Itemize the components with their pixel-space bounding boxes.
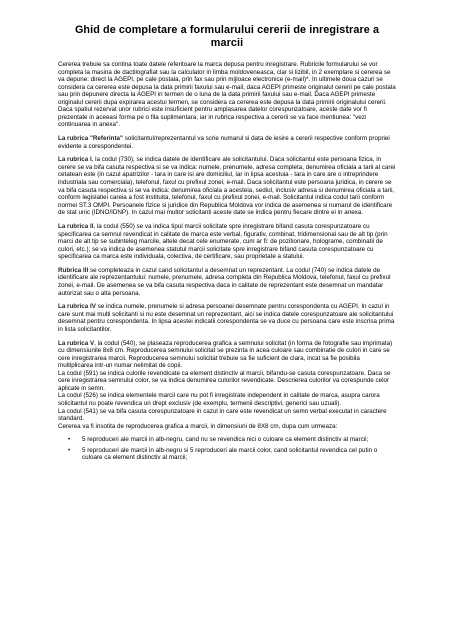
section-heading: La rubrica II: [58, 222, 94, 230]
section-rubrica-3: [58, 267, 396, 297]
reproduction-text: Cererea va fi insotita de reproducerea grafica a marcii, in dimensiuni de 8X8 cm, dupa cum urmeaza:: [58, 422, 338, 430]
section-referinta: [58, 135, 396, 150]
section-rubrica-4: [58, 303, 396, 333]
intro-text-continued: Daca spatiul rezervat unor rubrici este insuficient pentru amplasarea datelor corespunzatoare, aceste date vor fi prezentate in aceeasi forma pe o fila suplimentara, iar in rubrica respectiva a cererii se va face mentiunea: "vezi continuarea in anexa".: [58, 106, 367, 129]
reproduction-list: [58, 436, 396, 462]
section-text: , la codul (730), se indica datele de identificare ale solicitantului. Daca solicitantul este persoana fizica, in cerere se va bifa casuta respectiva si se va indica: numele, prenumele, adresa completa, denumirea oficiala a tarii al carei cetatean este (in cazul apatrizilor - tara in care isi are domiciliul, iar in lipsa acestuia - tara in care are o intreprindere industriala sau comerciala), telefonul, faxul cu prefixul zonei, e-mail. Daca solicitantul este persoana juridica, in cerere se va bifa casuta respectiva si se va indica: denumirea oficiala a acesteia, sediul, inclusiv adresa si denumirea oficiala a tarii, conform legislatiei careia a fost instituita, telefonul, faxul cu prefixul zonei, e-mail. Solicitantul indica codul tarii conform normei ST.3 OMPI. Persoanele fizice si juridice din Republica Moldova vor indica de asemenea si numarul de identificare de stat unic (IDNO/IDNP). In cazul mai multor solicitanti aceste date se indica pentru fiecare dintre ei in anexa.: [58, 156, 396, 217]
intro-paragraph: [58, 61, 396, 129]
bullet-icon: •: [68, 436, 71, 444]
section-heading: La rubrica I: [58, 156, 92, 164]
title-line-1: Ghid de completare a formularului cererii de inregistrare a: [74, 24, 380, 36]
code-526-text: La codul (526) se indica elementele marcii care nu pot fi inregistrate independent in calitate de marca, asupra carora solicitantul nu poate revendica un drept exclusiv (de exemplu, termenii descriptivi, generici sau uzuali).: [58, 392, 380, 407]
title-line-2: marcii: [210, 37, 244, 49]
list-item-text: 5 reproduceri ale marcii in alb-negru si 5 reproduceri ale marcii color, cand solicitantul revendica cel putin o culoare ca element distinctiv al marcii;: [82, 446, 378, 462]
section-text: solicitantul/reprezentantul va scrie numarul si data de iesire a cererii respective conform propriei evidente a corespondentei.: [58, 135, 390, 150]
section-text: se indica numele, prenumele si adresa persoanei desemnate pentru corespondenta cu AGEPI. In cazul in care sunt mai multi solicitanti si nu este desemnat un reprezentant, aici se indica datele corespunzatoare ale solicitantului desemnat pentru corespondenta. In lipsa acestei indicatii corespondenta se va duce cu persoana care este inscrisa prima in lista solicitantilor.: [58, 303, 395, 333]
section-text: , la codul (540), se plaseaza reproducerea grafica a semnului solicitat (in forma de fotografie sau imprimata) cu dimensiunile 8x8 cm. Reproducerea semnului solicitat se prezinta in acea culoare sau combinatie de culori in care se cere inregistrarea marcii. Reproducerea semnului solicitat trebuie sa fie suficient de clara, incat sa fie posibila multiplicarea intr-un numar nelimitat de copii.: [58, 339, 393, 370]
list-item: [58, 436, 396, 444]
section-heading: Rubrica III: [58, 266, 89, 274]
list-item-text: 5 reproduceri ale marcii in alb-negru, cand nu se revendica nici o culoare ca element distinctiv al marcii;: [82, 436, 369, 444]
code-591-text: La codul (591) se indica culorile revendicate ca element distinctiv al marcii, bifandu-se casuta corespunzatoare. Daca se cere inregistrarea semnului color, se va indica denumirea culorilor revendicate. Descrierea culorilor va corespunde celor aplicate in semn.: [58, 369, 391, 392]
code-541-text: La codul (541) se va bifa casuta corespunzatoare in cazul in care este revendicat un semn verbal executat in caractere standard.: [58, 407, 387, 423]
page-title: [58, 24, 396, 50]
section-rubrica-2: [58, 223, 396, 261]
section-rubrica-5: [58, 340, 396, 431]
bullet-icon: •: [68, 446, 71, 454]
section-heading: La rubrica IV: [58, 303, 96, 311]
section-text: , la codul (550) se va indica tipul marcii solicitate spre inregistrare bifand casuta corespunzatoare cu specificarea ca semnul revendicat in calitate de marca este verbal, figurativ, combinat, tridimensional sau de alt tip (prin marci de alt tip se subinteleg marcile, altele decat cele enumerate, cum ar fi: de pozitionare, holograme, combinatii de culori, etc.); se va indica de asemenea statutul marcii solicitate spre inregistrare bifand casuta corespunzatoare cu specificarea ca marca este individuala, colectiva, de certificare, sau proprietate a statului.: [58, 222, 388, 261]
section-heading: La rubrica V: [58, 339, 95, 347]
section-rubrica-1: [58, 156, 396, 216]
section-heading: La rubrica "Referinta": [58, 135, 123, 143]
list-item: [58, 447, 396, 462]
intro-text: Cererea trebuie sa contina toate datele referitoare la marca depusa pentru inregistrare. Rubricile formularului se vor completa la masina de dactilografiat sau la calculator in limba moldoveneasca, clar si lizibil, in 2 exemplare si cererea se va depune: direct la AGEPI, pe cale postala, prin fax sau prin mijloace electronice (e-mail)*. In ultimele doua cazuri se considera ca cererea este depusa la data primirii faxului sau e-mail, daca AGEPI primeste originalul cererii pe cale postala sau prin depunere directa la AGEPI in termen de o luna de la data primirii faxului sau e-mail. Daca AGEPI primeste originalul cererii dupa expirarea acestui termen, se considera ca cererea este depusa la data primirii originalului cererii.: [58, 61, 396, 106]
section-text: se completeaza in cazul cand solicitantul a desemnat un reprezentant. La codul (740) se indica datele de identificare ale reprezentantului: numele, prenumele, adresa completa din Republica Moldova, telefonul, faxul cu prefixul zonei, e-mail. De asemenea se va bifa casuta respectiva daca in calitate de reprezentant este desemnat un mandatar autorizat sau o alta persoana.: [58, 266, 391, 297]
